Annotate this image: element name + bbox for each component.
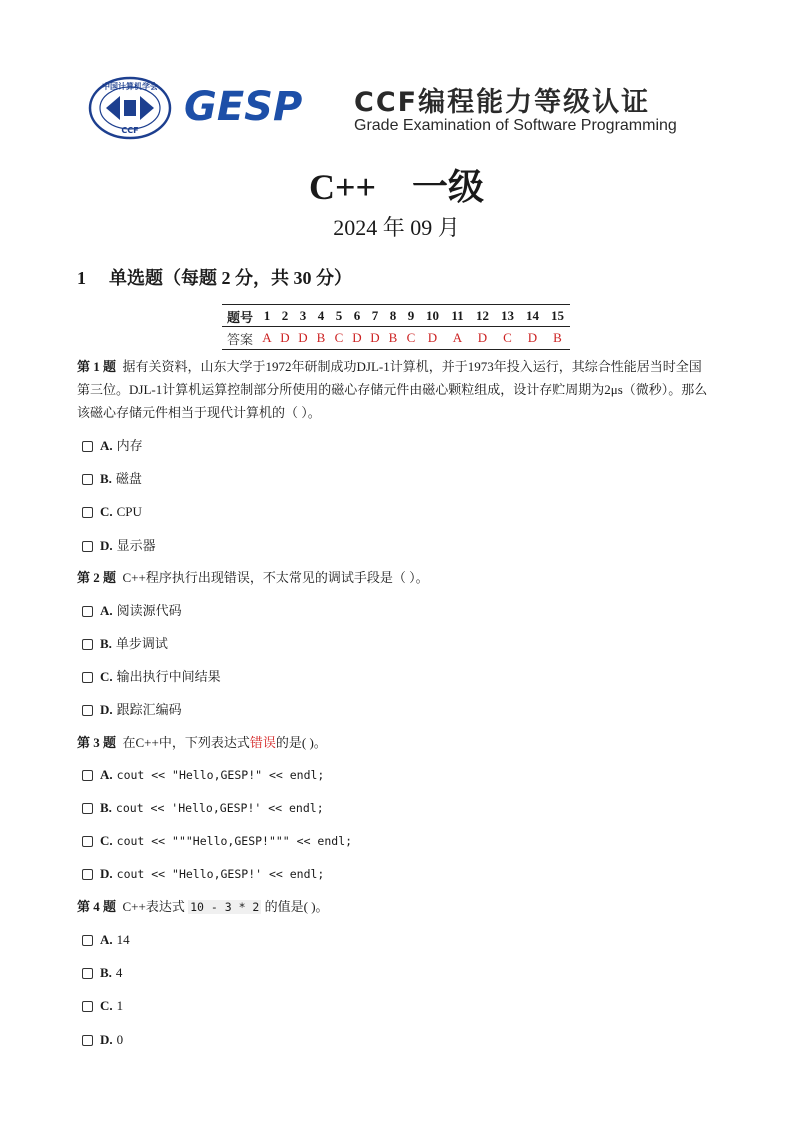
answer-table-number: 13 xyxy=(495,305,520,327)
answer-table-number: 12 xyxy=(470,305,495,327)
option-1a[interactable] xyxy=(82,438,143,454)
question-text: C++程序执行出现错误，不太常见的调试手段是（ ）。 xyxy=(122,570,429,585)
option-3b[interactable] xyxy=(82,800,324,816)
option-2d[interactable] xyxy=(82,702,182,718)
checkbox-icon[interactable] xyxy=(82,803,93,814)
option-text: 输出执行中间结果 xyxy=(116,669,221,684)
answer-table-answer: D xyxy=(276,327,294,350)
checkbox-icon[interactable] xyxy=(82,541,93,552)
option-text: 显示器 xyxy=(116,538,156,553)
option-4b[interactable] xyxy=(82,965,122,981)
option-1b[interactable] xyxy=(82,471,142,487)
question-text-end: 的值是( )。 xyxy=(264,899,329,914)
question-1 xyxy=(77,355,710,424)
answer-table-number: 8 xyxy=(384,305,402,327)
question-number: 第 1 题 xyxy=(77,359,117,374)
answer-table-answer: D xyxy=(348,327,366,350)
question-emphasis: 错误 xyxy=(249,735,276,750)
answer-table-answer: A xyxy=(445,327,470,350)
answer-table-number: 9 xyxy=(402,305,420,327)
answer-key-table xyxy=(222,304,570,350)
answer-table-number: 15 xyxy=(545,305,570,327)
option-text: 4 xyxy=(115,965,123,980)
answer-table-answer: C xyxy=(330,327,348,350)
gesp-logo-text: GESP xyxy=(184,84,303,128)
answer-table-number: 14 xyxy=(520,305,545,327)
section-heading xyxy=(77,264,352,290)
checkbox-icon[interactable] xyxy=(82,770,93,781)
option-4c[interactable] xyxy=(82,998,123,1014)
option-1c[interactable] xyxy=(82,504,142,520)
option-code: cout << 'Hello,GESP!' << endl; xyxy=(115,801,324,815)
inline-code: 10 - 3 * 2 xyxy=(190,900,260,914)
answer-table-answer: D xyxy=(294,327,312,350)
option-2c[interactable] xyxy=(82,669,221,685)
option-4a[interactable] xyxy=(82,932,130,948)
checkbox-icon[interactable] xyxy=(82,672,93,683)
option-text: 内存 xyxy=(116,438,143,453)
gesp-logo xyxy=(182,80,328,128)
option-letter: B. xyxy=(100,965,112,980)
seal-bottom-text: CCF xyxy=(121,126,139,135)
answer-table-answer: D xyxy=(520,327,545,350)
checkbox-icon[interactable] xyxy=(82,968,93,979)
option-text: 1 xyxy=(116,998,124,1013)
option-3d[interactable] xyxy=(82,866,324,882)
option-letter: C. xyxy=(100,669,113,684)
option-1d[interactable] xyxy=(82,538,156,554)
answer-table-answer: D xyxy=(420,327,445,350)
answer-table-number: 2 xyxy=(276,305,294,327)
option-text: CPU xyxy=(116,504,142,519)
checkbox-icon[interactable] xyxy=(82,507,93,518)
question-text: C++表达式 xyxy=(122,899,185,914)
option-letter: A. xyxy=(100,603,113,618)
option-text: 14 xyxy=(116,932,130,947)
answer-table-answer: B xyxy=(545,327,570,350)
question-text: 在C++中，下列表达式 xyxy=(122,735,250,750)
option-3c[interactable] xyxy=(82,833,352,849)
option-letter: C. xyxy=(100,504,113,519)
answer-table-answer-row xyxy=(222,327,570,350)
answer-table-number: 4 xyxy=(312,305,330,327)
answer-table-header-label: 题号 xyxy=(222,305,258,327)
answer-table-number: 5 xyxy=(330,305,348,327)
answer-table-row-label: 答案 xyxy=(222,327,258,350)
option-letter: A. xyxy=(100,932,113,947)
option-text: 单步调试 xyxy=(115,636,168,651)
option-letter: B. xyxy=(100,471,112,486)
question-number: 第 4 题 xyxy=(77,899,117,914)
question-2 xyxy=(77,566,710,589)
answer-table-answer: C xyxy=(402,327,420,350)
certification-subtitle: Grade Examination of Software Programming xyxy=(354,117,677,134)
checkbox-icon[interactable] xyxy=(82,639,93,650)
option-text: 0 xyxy=(116,1032,124,1047)
answer-table-answer: B xyxy=(384,327,402,350)
document-date: 2024 年 09 月 xyxy=(333,215,460,240)
answer-table-number: 10 xyxy=(420,305,445,327)
option-3a[interactable] xyxy=(82,767,324,783)
option-2b[interactable] xyxy=(82,636,168,652)
option-letter: A. xyxy=(100,767,113,782)
option-letter: B. xyxy=(100,636,112,651)
answer-table-number: 6 xyxy=(348,305,366,327)
answer-table-number: 7 xyxy=(366,305,384,327)
option-code: cout << "Hello,GESP!" << endl; xyxy=(116,768,325,782)
question-number: 第 3 题 xyxy=(77,735,117,750)
option-letter: D. xyxy=(100,702,113,717)
answer-table-answer: C xyxy=(495,327,520,350)
question-text: 据有关资料，山东大学于1972年研制成功DJL-1计算机，并于1973年投入运行，其综合性能居当时全国第三位。DJL-1计算机运算控制部分所使用的磁心存储元件由磁心颗粒组成，设计存贮周期为2μs（微秒）。那么该磁心存储元件相当于现代计算机的（ ）。 xyxy=(77,359,708,420)
checkbox-icon[interactable] xyxy=(82,1035,93,1046)
option-letter: B. xyxy=(100,800,112,815)
ccf-seal-logo xyxy=(88,76,172,140)
checkbox-icon[interactable] xyxy=(82,441,93,452)
option-code: cout << """Hello,GESP!""" << endl; xyxy=(116,834,353,848)
option-text: 磁盘 xyxy=(115,471,142,486)
answer-table-answer: B xyxy=(312,327,330,350)
page-header xyxy=(88,76,708,140)
document-title: C++ 一级 xyxy=(308,167,485,207)
option-letter: D. xyxy=(100,538,113,553)
option-text: 阅读源代码 xyxy=(116,603,182,618)
answer-table-number: 11 xyxy=(445,305,470,327)
question-4 xyxy=(77,895,710,919)
option-code: cout << "Hello,GESP!' << endl; xyxy=(116,867,325,881)
option-letter: A. xyxy=(100,438,113,453)
checkbox-icon[interactable] xyxy=(82,836,93,847)
section-title-text: 单选题（每题 2 分，共 30 分） xyxy=(109,268,352,288)
checkbox-icon[interactable] xyxy=(82,935,93,946)
option-text: 跟踪汇编码 xyxy=(116,702,182,717)
checkbox-icon[interactable] xyxy=(82,869,93,880)
checkbox-icon[interactable] xyxy=(82,705,93,716)
answer-table-answer: A xyxy=(258,327,276,350)
question-text-end: 的是( )。 xyxy=(275,735,327,750)
option-letter: D. xyxy=(100,866,113,881)
option-4d[interactable] xyxy=(82,1032,123,1048)
option-letter: D. xyxy=(100,1032,113,1047)
option-letter: C. xyxy=(100,833,113,848)
section-number: 1 xyxy=(77,268,86,288)
seal-top-text: 中国计算机学会 xyxy=(102,82,158,91)
question-3 xyxy=(77,731,710,754)
checkbox-icon[interactable] xyxy=(82,474,93,485)
answer-table-answer: D xyxy=(470,327,495,350)
checkbox-icon[interactable] xyxy=(82,1001,93,1012)
answer-table-number: 3 xyxy=(294,305,312,327)
option-letter: C. xyxy=(100,998,113,1013)
question-number: 第 2 题 xyxy=(77,570,117,585)
answer-table-answer: D xyxy=(366,327,384,350)
option-2a[interactable] xyxy=(82,603,182,619)
certification-title: CCF编程能力等级认证 xyxy=(354,87,651,118)
answer-table-number: 1 xyxy=(258,305,276,327)
checkbox-icon[interactable] xyxy=(82,606,93,617)
answer-table-header-row xyxy=(222,305,570,327)
